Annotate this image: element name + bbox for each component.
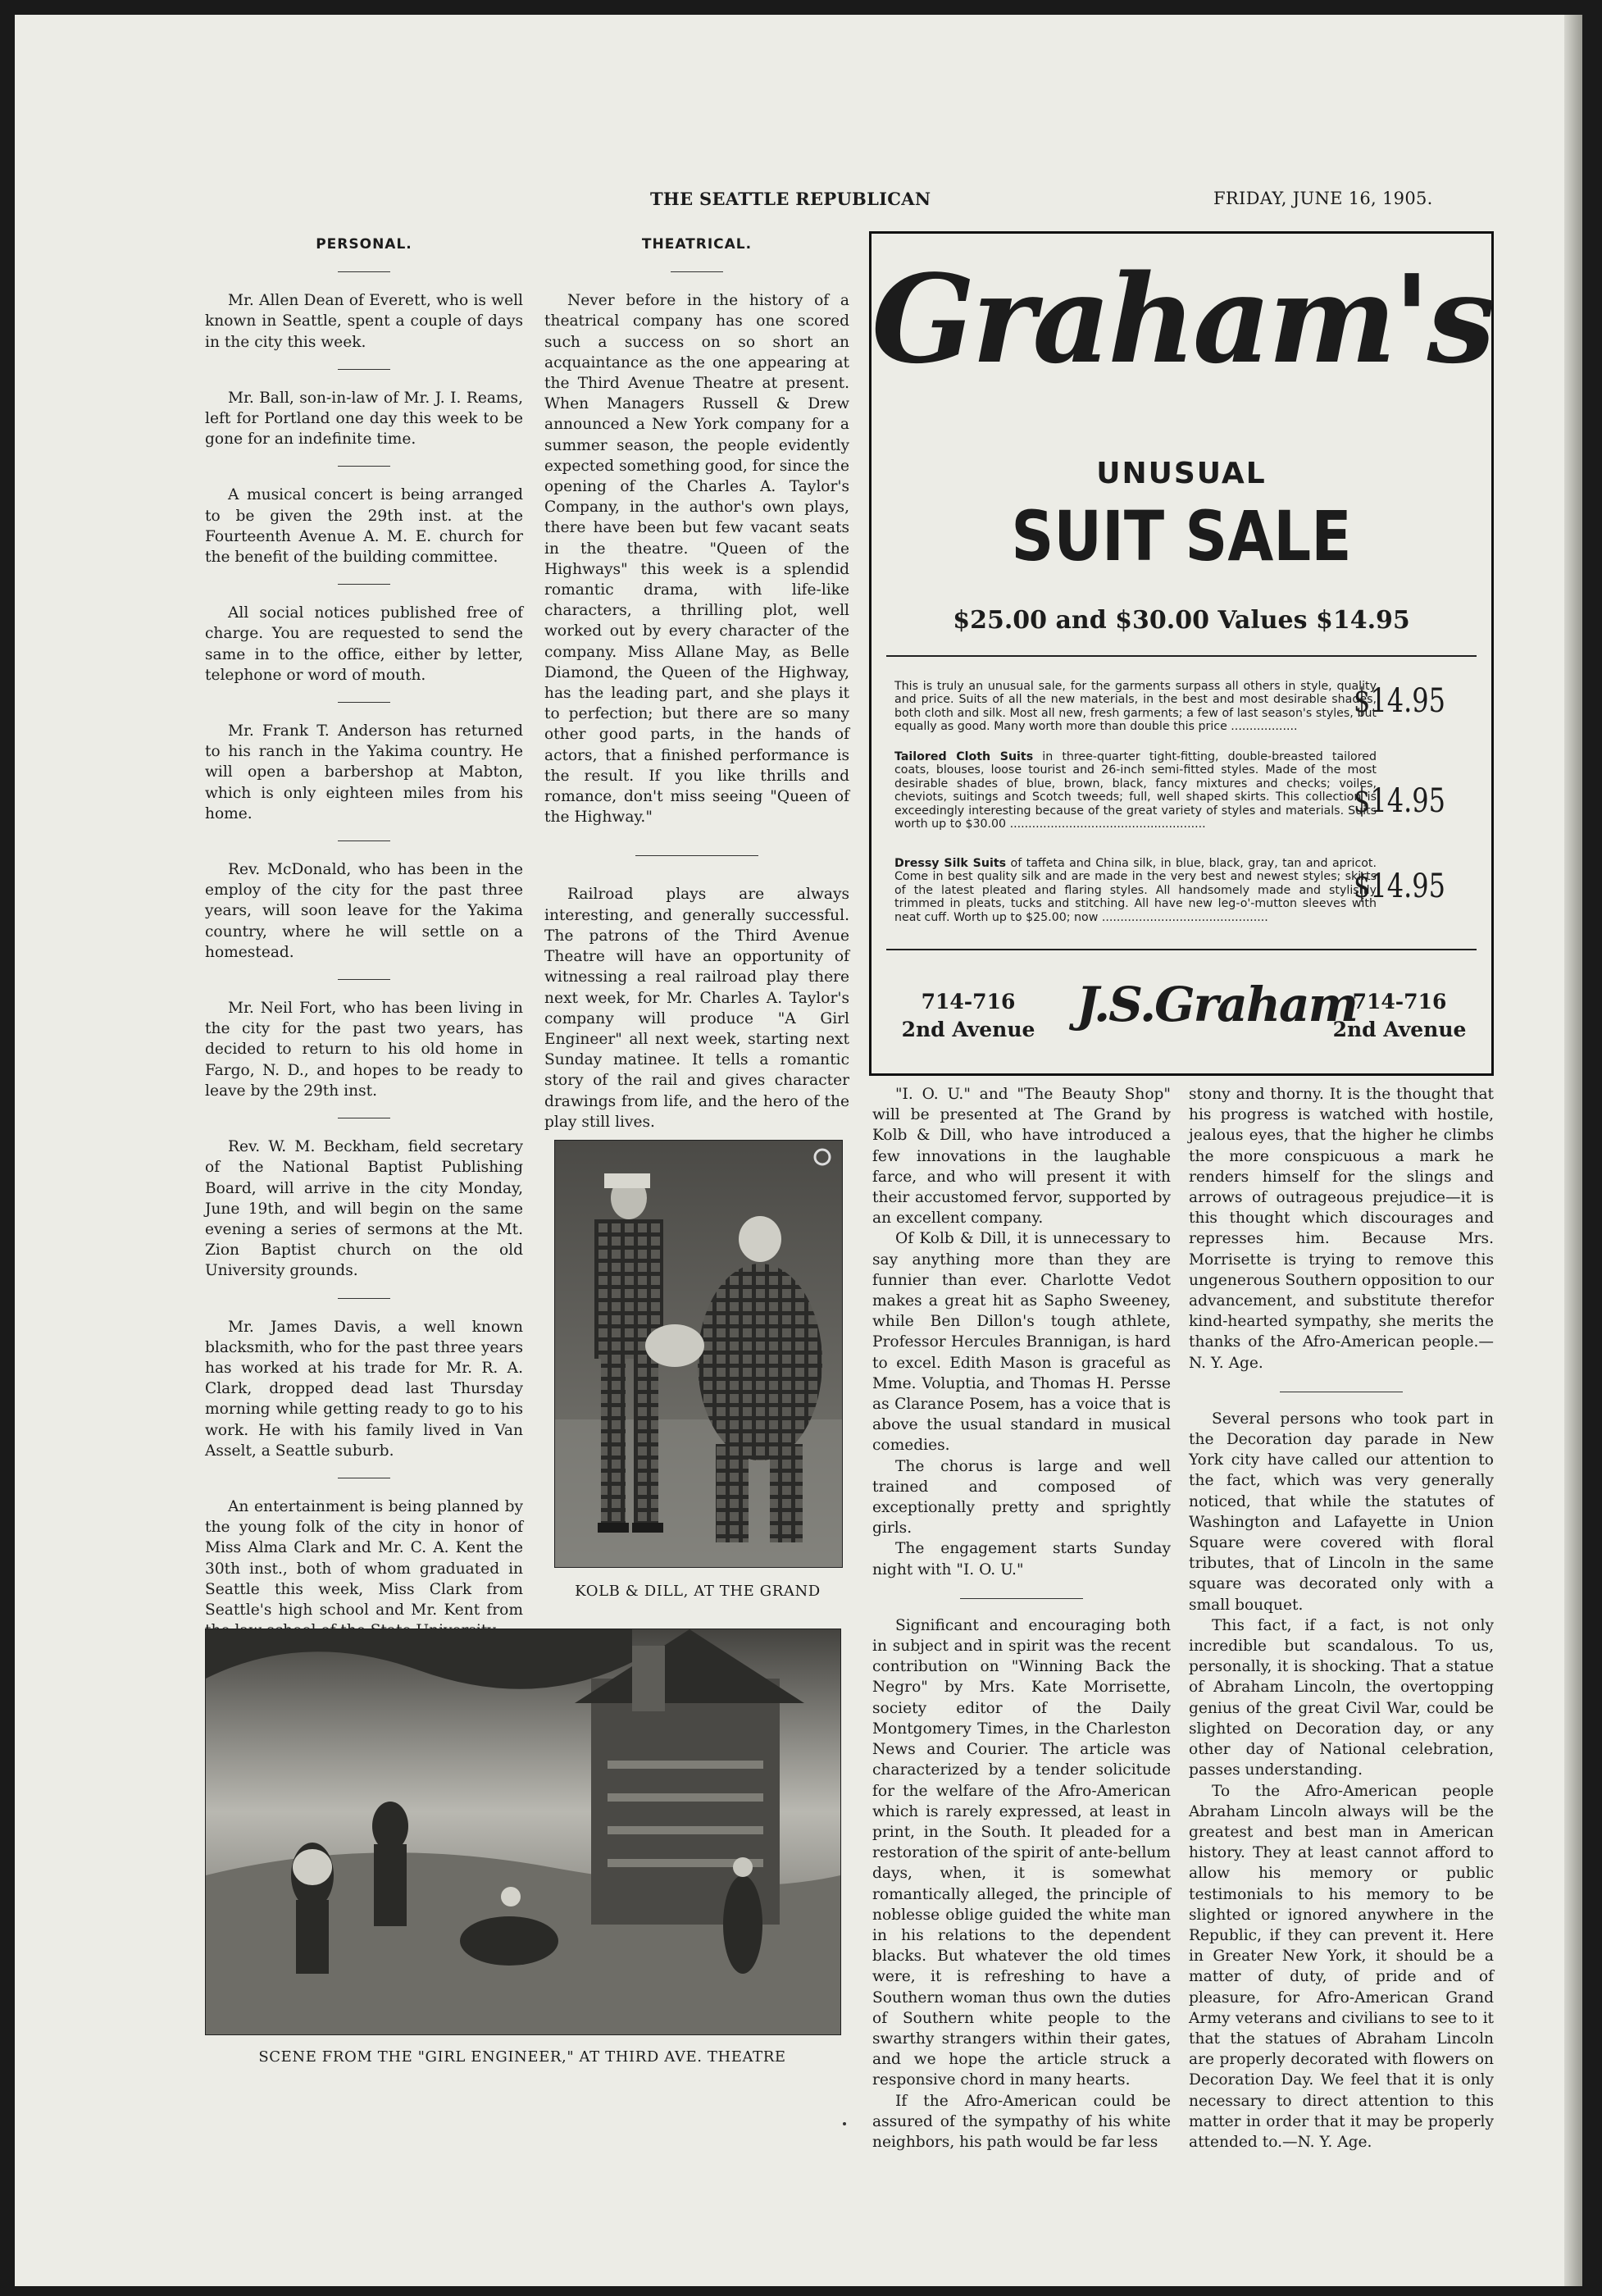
personal-item: An entertainment is being planned by the young folk of the city in honor of Miss Alma Clark and Mr. C. A. Kent the 30th inst., both of whom graduated in Seattle this week, Miss Clark from Seattle's high school and Mr. Kent from: [205, 1497, 523, 1619]
divider: [960, 1598, 1083, 1599]
print-speck: [843, 2122, 846, 2125]
kolb-dill-illustration: [555, 1141, 842, 1567]
grand-paragraph: Significant and encouraging both in subject and in spirit was the recent contribution on "Winning Back the Negro" by Mrs. Kate Morrisette, society editor of the Daily Montgomery Times, in the Charleston News and Courier. The article was characterized by a tender solicitude for the welfare of the Afro-American which is rarely expressed, at least in print, in the South. It pleaded for a restoration of the spirit of ante-bellum days, when, it is somewhat romantically alleged, the principle of noblesse oblige guided the white man in his relations to the dependent blacks. But whatever the old times were, it is refreshing to have a Southern woman thus own the duties of Southern white people to the swarthy strangers within their gates, and we hope the article struck a responsive chord in many hearts.: [872, 1616, 1171, 2089]
ad-address-number: 714-716: [921, 990, 1016, 1014]
ad-brand: Graham's: [872, 248, 1492, 390]
divider: [338, 1298, 390, 1299]
ad-item-cloth-suits: [894, 750, 1468, 831]
lincoln-paragraph: stony and thorny. It is the thought that his progress is watched with hostile, jealous eyes, that the higher he climbs the more conspicuous a mark he renders himself for the slings and arrows of outrageous prejudice—it is this thought which discourages and represses him. Because Mrs. Morrisette is trying to remove this ungenerous Southern opposition to our advancement, and substitute therefor kind-hearted sympathy, she merits the thanks of the Afro-American people.—N. Y. Age.: [1189, 1086, 1494, 1372]
paper-title: THE SEATTLE REPUBLICAN: [650, 189, 931, 209]
lincoln-paragraph: Several persons who took part in the Decoration day parade in New York city have called our attention to the fact, which was very generally noticed, that while the statutes of Washington and Lafayette in Union Square were covered with floral tributes, that of Lincoln in the same square was decorated only with a small bouquet.: [1189, 1410, 1494, 1614]
divider: [338, 702, 390, 703]
divider: [635, 855, 758, 856]
personal-item: Mr. Ball, son-in-law of Mr. J. I. Reams, left for Portland one day this week to be gone for an indefinite time.: [205, 389, 523, 449]
divider: [338, 584, 390, 585]
page-edge: [1564, 15, 1582, 2286]
ad-address-right: [1326, 988, 1473, 1044]
ad-item-price: $14.95: [1354, 682, 1445, 720]
ad-address-number: 714-716: [1352, 990, 1447, 1014]
masthead: [15, 189, 1582, 221]
personal-item: Mr. Frank T. Anderson has returned to his ranch in the Yakima country. He will open a barbershop at Mabton, which is only eighteen miles from his home.: [205, 722, 523, 822]
ad-item-silk-suits: [894, 857, 1468, 924]
ad-item-text: of taffeta and China silk, in blue, black, gray, tan and apricot. Come in best quality silk and are made in the very best and newest styles; skirts of the latest pleated and flaring styles. All handsomely made and stylishly trimmed in pleats, tucks and stitching. All have new leg-o'-mutton sleeves with neat cuff. Worth up to $25.00; now .............................................: [894, 857, 1377, 924]
theatrical-paragraph: Never before in the history of a theatrical company has one scored such a success on so short an acquaintance as the one appearing at the Third Avenue Theatre at present. When Managers Russell & Drew announced a New York company for a summer season, the people evidently expected something good, for since the opening of the Charles A. Taylor's Company, in the author's own plays, there have been but few vacant seats in the theatre. "Queen of the Highways" this week is a splendid romantic drama, with life-like characters, a thrilling plot, well worked out by every character of the company. Miss Allane May, as Belle Diamond, the Queen of the Highway, has the leading part, and she plays it to perfection; but there are so many other good parts, in the hands of actors, that a finished performance is the result. If you like thrills and romance, don't miss seeing "Queen of the Highway.": [544, 292, 849, 827]
divider: [671, 271, 723, 272]
ad-item-price: $14.95: [1354, 868, 1445, 905]
girl-engineer-photo: [205, 1629, 841, 2035]
grand-paragraph: Of Kolb & Dill, it is unnecessary to say anything more than they are funnier than ever. Charlotte Vedot makes a great hit as Sapho Sweeney, while Ben Dillon's tough athlete, Professor Hercules Brannigan, is hard to excel. Edith Mason is graceful as Mme. Voluptia, and Thomas H. Persse as Clarance Posem, has a voice that is above the usual standard in musical comedies.: [872, 1230, 1171, 1455]
theatrical-heading: THEATRICAL.: [641, 236, 753, 253]
personal-item: Mr. Allen Dean of Everett, who is well known in Seattle, spent a couple of days in the city this week.: [205, 292, 523, 351]
divider: [338, 271, 390, 272]
ad-divider: [886, 949, 1477, 950]
divider: [338, 369, 390, 370]
kolb-dill-photo: [554, 1140, 843, 1568]
personal-item: Rev. W. M. Beckham, field secretary of the National Baptist Publishing Board, will arrive in the city Monday, June 19th, and will begin on the same evening a series of sermons at the Mt. Zion Baptist church on the old University grounds.: [205, 1138, 523, 1280]
personal-item: A musical concert is being arranged to be given the 29th inst. at the Fourteenth Avenue A. M. E. church for the benefit of the building committee.: [205, 486, 523, 567]
issue-date: FRIDAY, JUNE 16, 1905.: [1213, 189, 1433, 208]
personal-heading: PERSONAL.: [316, 236, 412, 253]
divider: [338, 466, 390, 467]
newspaper-page: [15, 15, 1582, 2286]
ad-address-left: [894, 988, 1042, 1044]
grand-paragraph: If the Afro-American could be assured of the sympathy of his white neighbors, his path would be far less: [872, 2092, 1171, 2151]
personal-item: Mr. Neil Fort, who has been living in the city for the past two years, has decided to return to his old home in Fargo, N. D., and hopes to be ready to leave by the 29th inst.: [205, 1000, 523, 1100]
ad-unusual: UNUSUAL: [1096, 457, 1267, 490]
ad-divider: [886, 655, 1477, 657]
girl-engineer-illustration: [206, 1629, 840, 2034]
ad-item-title: Dressy Silk Suits: [894, 857, 1007, 870]
personal-item: Mr. James Davis, a well known blacksmith, who for the past three years has worked at his trade for Mr. R. A. Clark, dropped dead last Thursday morning while getting ready to go to his work. He with his family lived in Van Asselt, a Seattle suburb.: [205, 1318, 523, 1460]
theatrical-column: [544, 235, 849, 1189]
ad-values: $25.00 and $30.00 Values $14.95: [953, 606, 1410, 635]
lincoln-column: [1189, 1084, 1494, 2152]
grand-paragraph: The engagement starts Sunday night with "I. O. U.": [872, 1540, 1171, 1578]
theatrical-paragraph: Railroad plays are always interesting, and generally successful. The patrons of the Third Avenue Theatre will have an opportunity of witnessing a real railroad play there next week, for Mr. Charles A. Taylor's company will produce "A Girl Engineer" all next week, starting next Sunday matinee. It tells a romantic story of the rail and gives character drawings from life, and the hero of the play still lives.: [544, 886, 849, 1131]
kolb-dill-caption: KOLB & DILL, AT THE GRAND: [575, 1583, 821, 1600]
ad-item-title: Tailored Cloth Suits: [894, 750, 1034, 763]
personal-item: All social notices published free of charge. You are requested to send the same in to the office, either by letter, telephone or word of mouth.: [205, 604, 523, 684]
ad-address-street: 2nd Avenue: [901, 1018, 1035, 1041]
ad-item-price: $14.95: [1354, 782, 1445, 820]
ad-signature: J.S.Graham: [1076, 977, 1357, 1032]
lincoln-paragraph: To the Afro-American people Abraham Lincoln always will be the greatest and best man in American history. They at least cannot afford to allow his memory or public testimonials to his memory to be slighted or ignored anywhere in the Republic, if they can prevent it. Here in Greater New York, it should be a matter of duty, of pride and of pleasure, for Afro-American Grand Army veterans and civilians to see to it that the statues of Abraham Lincoln are properly decorated with flowers on Decoration Day. We feel that it is only necessary to direct attention to this matter in order that it may be properly attended to.—N. Y. Age.: [1189, 1782, 1494, 2151]
personal-column: [205, 235, 523, 1641]
divider: [338, 840, 390, 841]
ad-item-general: [894, 680, 1468, 734]
grand-paragraph: "I. O. U." and "The Beauty Shop" will be presented at The Grand by Kolb & Dill, who have introduced a few innovations in the laughable farce, and who will present it with their accustomed fervor, supported by an excellent company.: [872, 1086, 1171, 1228]
lincoln-paragraph: This fact, if a fact, is not only incredible but scandalous. To us, personally, it is shocking. That a statue of Abraham Lincoln, the overtopping genius of the great Civil War, could be slighted on Decoration day, or any other day of National celebration, passes understanding.: [1189, 1616, 1494, 1779]
grand-column: [872, 1084, 1171, 2152]
ad-item-text: in three-quarter tight-fitting, double-breasted tailored coats, blouses, loose tourist and 26-inch semi-fitted styles. Made of the most desirable shades of blue, brown, black, fancy mixtures and checks; voiles, cheviots, suitings and Scotch tweeds; full, well shaped skirts. This collection is exceedingly interesting because of the great variety of styles and materials. Suits worth up to $30.00 .....................................................: [894, 750, 1377, 831]
ad-sale-headline: SUIT SALE: [1011, 496, 1352, 576]
ad-address-street: 2nd Avenue: [1332, 1018, 1467, 1041]
grand-paragraph: The chorus is large and well trained and composed of exceptionally pretty and sprightly girls.: [872, 1457, 1171, 1538]
divider: [338, 979, 390, 980]
personal-item: Rev. McDonald, who has been in the employ of the city for the past three years, will soon leave for the Yakima country, where he will settle on a homestead.: [205, 861, 523, 961]
girl-engineer-caption: SCENE FROM THE "GIRL ENGINEER," AT THIRD AVE. THEATRE: [258, 2048, 786, 2066]
ad-item-text: This is truly an unusual sale, for the garments surpass all others in style, quality and price. Suits of all the new materials, in the best and most desirable shades, both cloth and silk. Most all new, fresh garments; a few of last season's styles, but equally as good. Many worth more than double this price ..................: [894, 680, 1377, 734]
grahams-ad: [869, 231, 1494, 1076]
